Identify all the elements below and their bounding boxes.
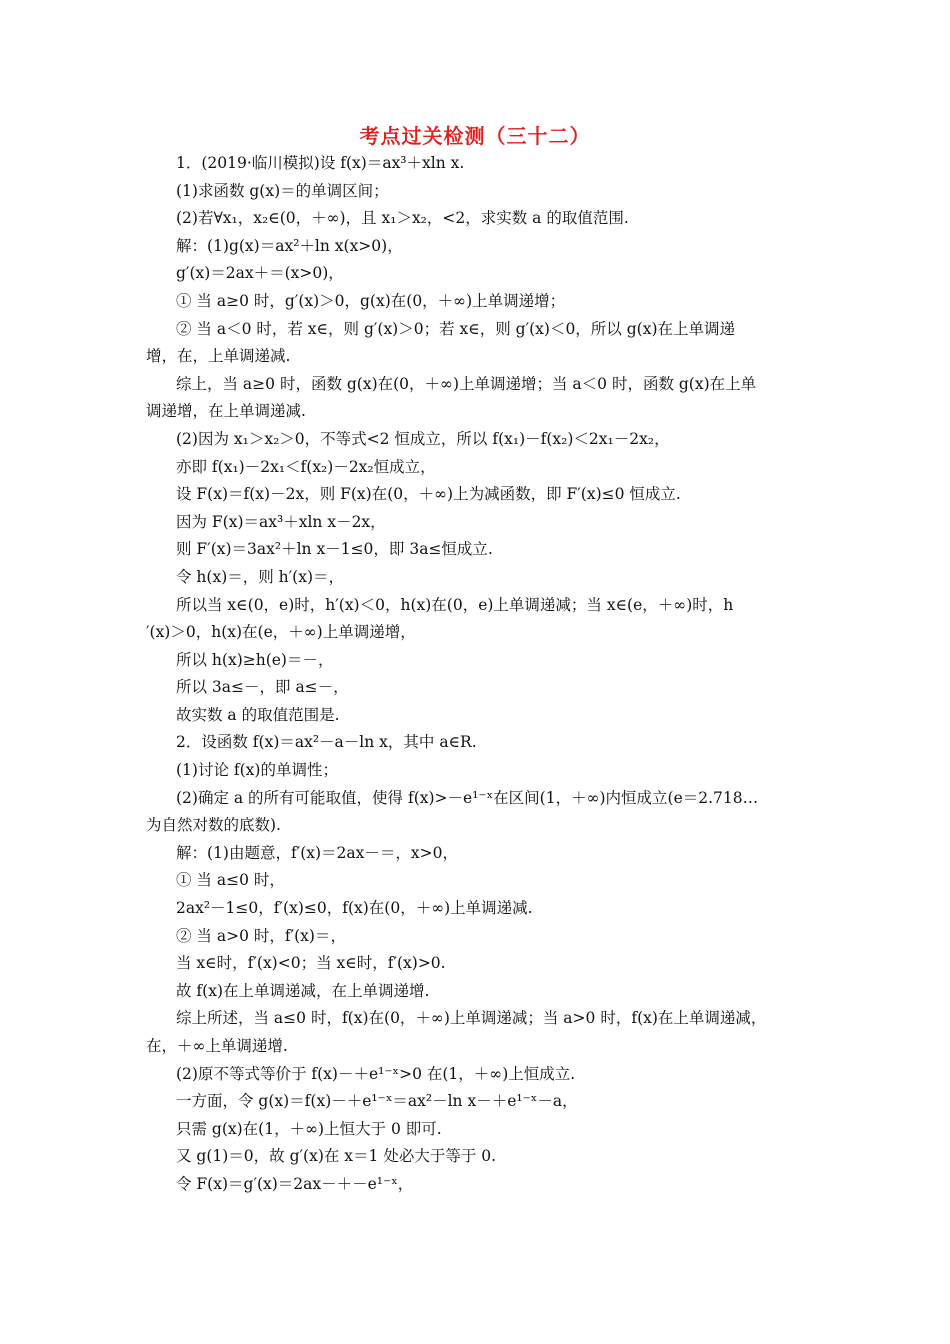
text-line: ① 当 a≥0 时，g′(x)＞0，g(x)在(0，＋∞)上单调递增； — [176, 291, 566, 310]
text-line: 所以 h(x)≥h(e)＝－， — [176, 650, 334, 669]
text-line: 解：(1)g(x)＝ax²＋ln x(x>0)， — [176, 236, 403, 255]
text-line: 调递增，在上单调递减. — [146, 402, 306, 421]
text-line: 因为 F(x)＝ax³＋xln x－2x， — [176, 512, 386, 531]
text-line: 故实数 a 的取值范围是. — [176, 705, 340, 724]
text-line: 增，在，上单调递减. — [146, 347, 291, 366]
page-title: 考点过关检测（三十二） — [359, 124, 591, 148]
text-line: 则 F′(x)＝3ax²＋ln x－1≤0，即 3a≤恒成立. — [176, 540, 493, 559]
text-line: 故 f(x)在上单调递减，在上单调递增. — [176, 981, 430, 1000]
text-line: 所以当 x∈(0，e)时，h′(x)＜0，h(x)在(0，e)上单调递减；当 x∈(e，＋∞)时，h — [176, 595, 734, 614]
text-line: 只需 g(x)在(1，＋∞)上恒大于 0 即可. — [176, 1119, 442, 1138]
document-body — [146, 150, 810, 1199]
text-line: 为自然对数的底数). — [146, 816, 281, 835]
text-line: 又 g(1)＝0，故 g′(x)在 x＝1 处必大于等于 0. — [176, 1147, 497, 1166]
text-line: ② 当 a>0 时，f′(x)＝， — [176, 926, 346, 945]
text-line: 当 x∈时，f′(x)<0；当 x∈时，f′(x)>0. — [176, 954, 446, 973]
text-line: ① 当 a≤0 时， — [176, 871, 285, 890]
text-line: 亦即 f(x₁)－2x₁＜f(x₂)－2x₂恒成立， — [176, 457, 436, 476]
text-line: 在，＋∞上单调递增. — [146, 1037, 288, 1055]
text-line: g′(x)＝2ax＋＝(x>0)， — [176, 264, 344, 283]
text-line: 2ax²－1≤0，f′(x)≤0，f(x)在(0，＋∞)上单调递减. — [176, 899, 533, 918]
text-line: 综上所述，当 a≤0 时，f(x)在(0，＋∞)上单调递减；当 a>0 时，f(x)在上单调递减， — [176, 1009, 767, 1028]
text-line: 一方面，令 g(x)＝f(x)－＋e¹⁻ˣ＝ax²－ln x－＋e¹⁻ˣ－a， — [176, 1092, 578, 1111]
text-line: 综上，当 a≥0 时，函数 g(x)在(0，＋∞)上单调递增；当 a＜0 时，函数 g(x)在上单 — [176, 374, 757, 393]
text-line: 解：(1)由题意，f′(x)＝2ax－＝，x>0， — [176, 843, 458, 862]
text-line: (1)求函数 g(x)＝的单调区间； — [176, 181, 389, 200]
text-line: 设 F(x)＝f(x)－2x，则 F(x)在(0，＋∞)上为减函数，即 F′(x)≤0 恒成立. — [176, 485, 681, 504]
text-line: ′(x)＞0，h(x)在(e，＋∞)上单调递增， — [146, 623, 416, 642]
text-line: (2)确定 a 的所有可能取值，使得 f(x)>－e¹⁻ˣ在区间(1，＋∞)内恒成立(e＝2.718… — [176, 788, 759, 807]
text-line: (2)原不等式等价于 f(x)－＋e¹⁻ˣ>0 在(1，＋∞)上恒成立. — [176, 1064, 576, 1083]
text-line: (1)讨论 f(x)的单调性； — [176, 761, 338, 780]
text-line: 2．设函数 f(x)＝ax²－a－ln x，其中 a∈R. — [176, 733, 477, 752]
text-line: 令 h(x)＝，则 h′(x)＝， — [176, 567, 345, 586]
text-line: 1．(2019·临川模拟)设 f(x)＝ax³＋xln x. — [176, 154, 465, 172]
text-line: (2)因为 x₁＞x₂＞0，不等式<2 恒成立，所以 f(x₁)－f(x₂)＜2x₁－2x₂， — [176, 429, 670, 448]
text-line: 令 F(x)＝g′(x)＝2ax－＋－e¹⁻ˣ， — [176, 1174, 414, 1193]
text-line: (2)若∀x₁，x₂∈(0，＋∞)，且 x₁＞x₂，<2，求实数 a 的取值范围. — [176, 209, 629, 228]
text-line: ② 当 a＜0 时，若 x∈，则 g′(x)＞0；若 x∈，则 g′(x)＜0，所以 g(x)在上单调递 — [176, 319, 735, 338]
text-line: 所以 3a≤－，即 a≤－， — [176, 678, 349, 697]
